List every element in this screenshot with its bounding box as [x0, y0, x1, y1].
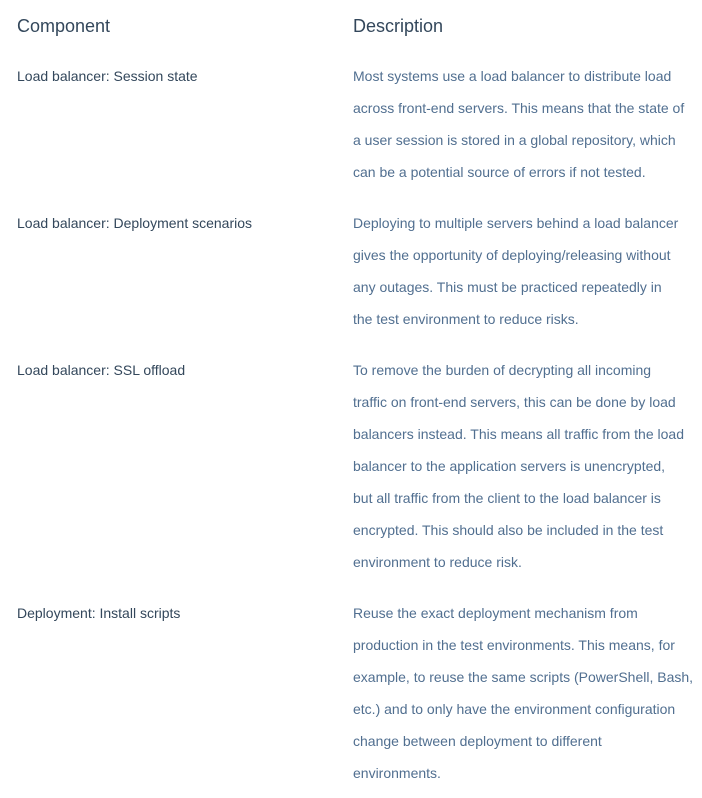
description-line: Reuse the exact deployment mechanism from	[353, 605, 638, 621]
description-line: balancers instead. This means all traffic from the load	[353, 426, 684, 442]
description-line: gives the opportunity of deploying/releasing without	[353, 247, 671, 263]
description-line: encrypted. This should also be included in the test	[353, 522, 664, 538]
description-cell	[353, 60, 689, 188]
component-cell: Load balancer: Session state	[17, 68, 198, 84]
description-line: etc.) and to only have the environment configuration	[353, 701, 676, 717]
description-line: can be a potential source of errors if not tested.	[353, 164, 646, 180]
description-line: the test environment to reduce risks.	[353, 311, 579, 327]
description-line: example, to reuse the same scripts (PowerShell, Bash,	[353, 669, 694, 685]
component-cell: Deployment: Install scripts	[17, 605, 181, 621]
description-line: production in the test environments. This means, for	[353, 637, 675, 653]
table-header-row	[0, 14, 702, 38]
description-line: change between deployment to different	[353, 733, 602, 749]
description-column-header: Description	[353, 16, 444, 36]
component-column-header: Component	[17, 16, 111, 36]
description-line: across front-end servers. This means that the state of	[353, 100, 685, 116]
description-line: balancer to the application servers is unencrypted,	[353, 458, 666, 474]
description-line: environments.	[353, 765, 441, 781]
description-line: Deploying to multiple servers behind a load balancer	[353, 215, 679, 231]
description-line: a user session is stored in a global repository, which	[353, 132, 676, 148]
description-cell	[353, 597, 694, 789]
description-cell	[353, 354, 689, 578]
description-line: traffic on front-end servers, this can be done by load	[353, 394, 676, 410]
description-line: any outages. This must be practiced repeatedly in	[353, 279, 662, 295]
description-line: environment to reduce risk.	[353, 554, 522, 570]
description-line: but all traffic from the client to the load balancer is	[353, 490, 661, 506]
component-cell: Load balancer: SSL offload	[17, 362, 186, 378]
description-line: To remove the burden of decrypting all incoming	[353, 362, 652, 378]
description-cell	[353, 207, 689, 335]
component-cell: Load balancer: Deployment scenarios	[17, 215, 253, 231]
description-line: Most systems use a load balancer to distribute load	[353, 68, 672, 84]
